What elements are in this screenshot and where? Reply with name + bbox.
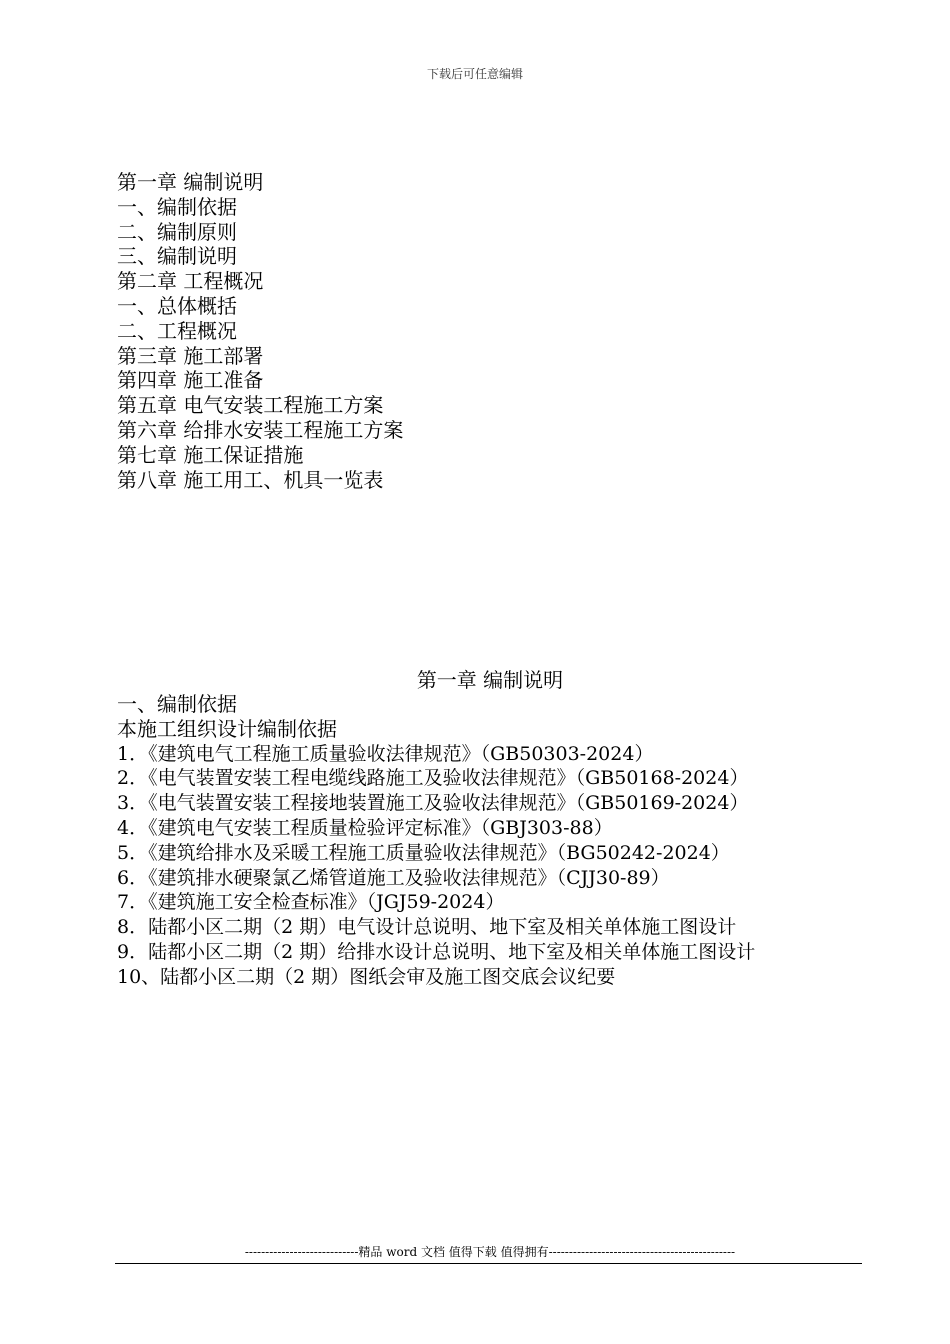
reference-item: 9．陆都小区二期（2 期）给排水设计总说明、地下室及相关单体施工图设计: [117, 940, 756, 963]
chapter-title: 第一章 编制说明: [416, 668, 564, 692]
table-of-contents: [117, 170, 837, 492]
toc-item: 一、编制依据: [117, 194, 237, 219]
reference-item: 10、陆都小区二期（2 期）图纸会审及施工图交底会议纪要: [117, 965, 616, 988]
toc-item: 第八章 施工用工、机具一览表: [117, 467, 384, 492]
page-header: 下载后可任意编辑: [426, 67, 523, 81]
page-footer: ----------------------------精品 word 文档 值得下载 值得拥有----------------------------------------------: [244, 1245, 736, 1259]
toc-item: 第一章 编制说明: [117, 170, 264, 194]
reference-item: 6．《建筑排水硬聚氯乙烯管道施工及验收法律规范》（CJJ30-89）: [117, 866, 670, 889]
reference-item: 1．《建筑电气工程施工质量验收法律规范》（GB50303-2024）: [117, 742, 654, 765]
toc-item: 第二章 工程概况: [117, 269, 264, 294]
reference-item: 2．《电气装置安装工程电缆线路施工及验收法律规范》（GB50168-2024）: [117, 767, 749, 790]
toc-item: 第五章 电气安装工程施工方案: [117, 393, 384, 418]
toc-item: 第三章 施工部署: [117, 343, 264, 368]
toc-item: 三、编制说明: [117, 244, 237, 269]
toc-item: 一、总体概括: [117, 293, 237, 318]
intro-text: 本施工组织设计编制依据: [117, 716, 337, 741]
section-heading: 一、编制依据: [117, 692, 237, 716]
reference-item: 8．陆都小区二期（2 期）电气设计总说明、地下室及相关单体施工图设计: [117, 916, 737, 939]
toc-item: 二、编制原则: [117, 219, 237, 244]
reference-item: 5．《建筑给排水及采暖工程施工质量验收法律规范》（BG50242-2024）: [117, 841, 730, 864]
toc-item: 二、工程概况: [117, 318, 237, 343]
reference-list: [117, 742, 877, 990]
footer-divider: [115, 1263, 862, 1264]
reference-item: 4．《建筑电气安装工程质量检验评定标准》（GBJ303-88）: [117, 816, 613, 839]
reference-item: 7．《建筑施工安全检查标准》（JGJ59-2024）: [117, 891, 505, 914]
reference-item: 3．《电气装置安装工程接地装置施工及验收法律规范》（GB50169-2024）: [117, 792, 749, 815]
toc-item: 第四章 施工准备: [117, 368, 264, 393]
toc-item: 第七章 施工保证措施: [117, 442, 304, 467]
toc-item: 第六章 给排水安装工程施工方案: [117, 417, 404, 442]
chapter-body: [117, 692, 877, 990]
